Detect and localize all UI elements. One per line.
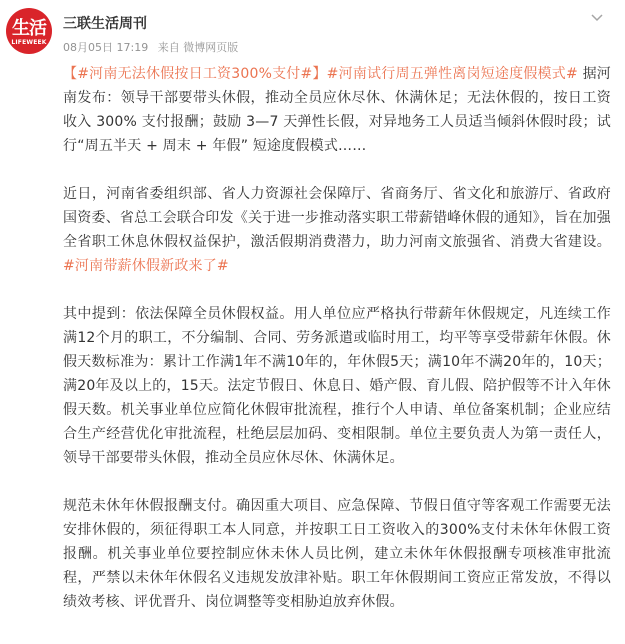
paragraph-intro: [63, 62, 611, 158]
paragraph-pay: [63, 494, 611, 614]
chevron-down-icon[interactable]: [587, 10, 607, 30]
paragraph-rights-text: 其中提到：依法保障全员休假权益。用人单位应严格执行带薪年休假规定，凡连续工作满12个月的职工，不分编制、合同、劳务派遣或临时用工，均平等享受带薪年休假。休假天数标准为：累计工作满1年不满10年的，年休假5天；满10年不满20年的，10天；满20年及以上的，15天。法定节假日、休息日、婚产假、育儿假、陪护假等不计入年休假天数。机关事业单位应简化休假审批流程，推行个人申请、单位备案机制；企业应结合生产经营优化审批流程，杜绝层层加码、变相限制。单位主要负责人为第一责任人，领导干部要带头休假，推动全员应休尽休、休满休足。: [63, 306, 611, 466]
topic-link-new-policy[interactable]: #河南带薪休假新政来了#: [63, 258, 229, 274]
post-source: 来自 微博网页版: [157, 41, 239, 54]
avatar-logo-subtext: LIFEWEEK: [11, 39, 47, 46]
post-header: [0, 0, 625, 64]
post-content: [63, 62, 611, 638]
topic-link-short-vacation[interactable]: #河南试行周五弹性离岗短途度假模式#: [326, 66, 578, 82]
paragraph-intro-text: 据河南发布：领导干部要带头休假，推动全员应休尽休、休满休足；无法休假的，按日工资收入 300% 支付报酬；鼓励 3—7 天弹性长假，对异地务工人员适当倾斜休假时段；试行“周五半天 + 周末 + 年假” 短途度假模式……: [63, 66, 611, 154]
avatar-logo-text: 生活: [12, 18, 46, 39]
avatar[interactable]: [6, 8, 52, 54]
user-name-link[interactable]: 三联生活周刊: [63, 16, 147, 32]
paragraph-notice-text: 近日，河南省委组织部、省人力资源社会保障厅、省商务厅、省文化和旅游厅、省政府国资委、省总工会联合印发《关于进一步推动落实职工带薪错峰休假的通知》，旨在加强全省职工休息休假权益保护，激活假期消费潜力，助力河南文旅强省、消费大省建设。: [63, 186, 611, 250]
paragraph-pay-text: 规范未休年休假报酬支付。确因重大项目、应急保障、节假日值守等客观工作需要无法安排休假的，须征得职工本人同意，并按职工日工资收入的300%支付未休年休假工资报酬。机关事业单位要控制应休未休人员比例，建立未休年休假报酬专项核准审批流程，严禁以未休年休假名义违规发放津补贴。职工年休假期间工资应正常发放，不得以绩效考核、评优晋升、岗位调整等变相胁迫放弃休假。: [63, 498, 611, 610]
paragraph-rights: [63, 302, 611, 470]
paragraph-notice: [63, 182, 611, 278]
post-meta: [63, 39, 244, 55]
post-timestamp-link[interactable]: 08月05日 17:19: [63, 41, 149, 54]
topic-link-holiday-pay[interactable]: 【#河南无法休假按日工资300%支付#】: [63, 66, 327, 82]
